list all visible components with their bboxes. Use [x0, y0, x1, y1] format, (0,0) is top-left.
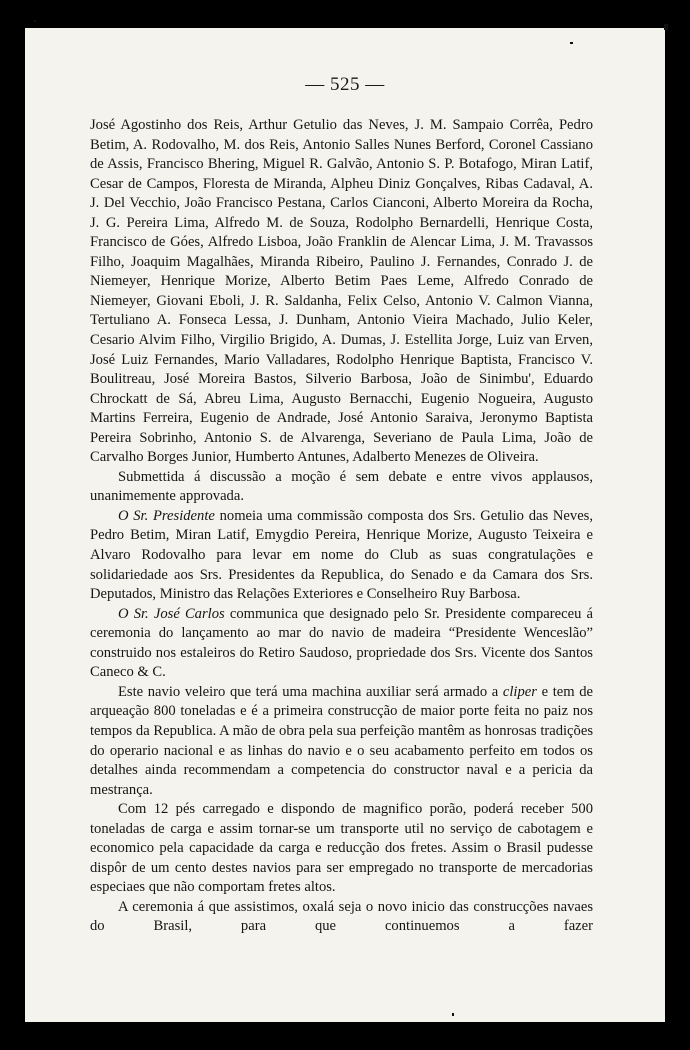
speaker-name: O Sr. Presidente [118, 507, 215, 524]
paragraph [90, 800, 593, 898]
text-run: Submettida á discussão a moção é sem debate e entre vivos applausos, unanimemente approvada. [90, 468, 593, 505]
paragraph [90, 468, 593, 507]
text-run: Este navio veleiro que terá uma machina auxiliar será armado a [118, 683, 503, 700]
text-run: nomeia uma commissão composta dos Srs. Getulio das Neves, Pedro Betim, Miran Latif, Emygdio Pereira, Henrique Morize, Augusto Teixeira e Alvaro Rodovalho para levar em nome do Club as suas congratulações e solidariedade aos Srs. Presidentes da Republica, do Senado e da Camara dos Srs. Deputados, Ministro das Relações Exteriores e Conselheiro Ruy Barbosa. [90, 507, 594, 603]
text-run: Com 12 pés carregado e dispondo de magnifico porão, poderá receber 500 toneladas de carga e assim tornar-se um transporte util no serviço de cabotagem e economico pela capacidade da carga e reducção dos fretes. Assim o Brasil pudesse dispôr de um cento destes navios para ser empregado no transporte de mercadorias especiaes que não comportam fretes altos. [90, 801, 593, 896]
speaker-name: O Sr. José Carlos [118, 605, 225, 622]
page-number: — 525 — [305, 74, 385, 95]
scan-speck [34, 20, 36, 22]
text-run: A ceremonia á que assistimos, oxalá seja o novo inicio das construcções navaes do Brasil, para que continuemos a fazer [90, 898, 593, 935]
italic-term: cliper [502, 683, 537, 700]
paragraph [90, 898, 593, 937]
scan-speck [452, 1013, 454, 1016]
paragraph [90, 507, 593, 605]
scan-speck [664, 24, 668, 30]
text-run: e tem de arqueação 800 toneladas e é a primeira construcção de maior porte feita no paiz nos tempos da Republica. A mão de obra pela sua perfeição mantêm as honrosas tradições do operario nacional e as linhas do navio e o seu acabamento perfeito em todos os detalhes ainda recommendam a competencia do constructor naval e a pericia da mestrança. [90, 683, 593, 798]
text-run: communica que designado pelo Sr. Presidente compareceu á ceremonia do lançamento ao mar do navio de madeira “Presidente Wenceslão” construido nos estaleiros do Retiro Saudoso, propriedade dos Srs. Vicente dos Santos Caneco & C. [90, 605, 593, 681]
text-run: José Agostinho dos Reis, Arthur Getulio das Neves, J. M. Sampaio Corrêa, Pedro Betim, A. Rodovalho, M. dos Reis, Antonio Salles Nunes Berford, Coronel Cassiano de Assis, Francisco Bhering, Miguel R. Galvão, Antonio S. P. Botafogo, Miran Latif, Cesar de Campos, Floresta de Miranda, Alpheu Diniz Gonçalves, Ribas Cadaval, A. J. Del Vecchio, João Francisco Pestana, Carlos Cianconi, Alberto Moreira da Rocha, J. G. Pereira Lima, Alfredo M. de Souza, Rodolpho Bernardelli, Henrique Costa, Francisco de Góes, Alfredo Lisboa, João Franklin de Alencar Lima, J. M. Travassos Filho, Joaquim Magalhães, Miranda Ribeiro, Paulino J. Fernandes, Conrado J. de Niemeyer, Henrique Morize, Alberto Betim Paes Leme, Alfredo Conrado de Niemeyer, Giovani Eboli, J. R. Saldanha, Felix Celso, Antonio V. Calmon Vianna, Tertuliano A. Fonseca Lessa, J. Dunham, Antonio Vieira Machado, Julio Keler, Cesario Alvim Filho, Virgilio Brigido, A. Dumas, J. Estellita Jorge, Luiz van Erven, José Luiz Fernandes, Mario Valladares, Rodolpho Henrique Baptista, Francisco V. Boulitreau, José Moreira Bastos, Silverio Barbosa, João de Sinimbu', Eduardo Chrockatt de Sá, Abreu Lima, Augusto Bernacchi, Eugenio Nogueira, Augusto Martins Ferreira, Eugenio de Andrade, José Antonio Saraiva, Jeronymo Baptista Pereira Sobrinho, Antonio S. de Alvarenga, Severiano de Paula Lima, João de Carvalho Borges Junior, Humberto Antunes, Adalberto Menezes de Oliveira. [90, 117, 593, 466]
paragraph [90, 605, 593, 683]
paragraph [90, 116, 593, 468]
scan-speck [570, 42, 573, 44]
paragraph [90, 683, 593, 800]
book-page [25, 28, 665, 1022]
body-text [90, 116, 593, 937]
